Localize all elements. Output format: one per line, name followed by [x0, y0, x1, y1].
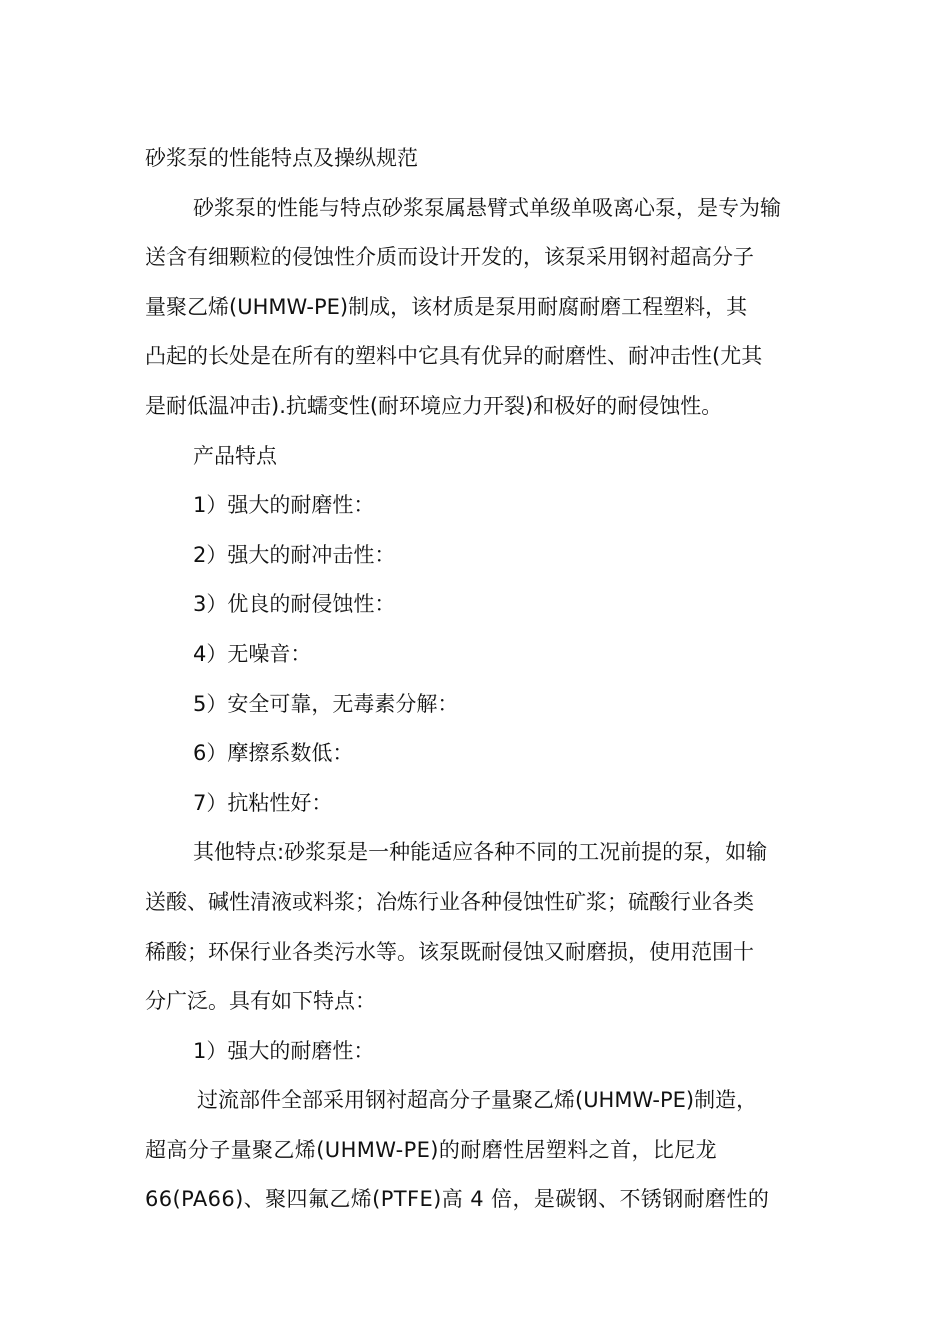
paragraph-line: 是耐低温冲击).抗蠕变性(耐环境应力开裂)和极好的耐侵蚀性。 — [145, 393, 723, 418]
paragraph-line: 送含有细颗粒的侵蚀性介质而设计开发的，该泵采用钢衬超高分子 — [145, 245, 754, 270]
document-body — [145, 134, 807, 1225]
paragraph-line: 过流部件全部采用钢衬超高分子量聚乙烯(UHMW-PE)制造， — [197, 1088, 758, 1113]
document-title: 砂浆泵的性能特点及操纵规范 — [145, 146, 418, 170]
list-item: 3）优良的耐侵蚀性： — [193, 592, 396, 617]
list-item: 1）强大的耐磨性： — [193, 1038, 375, 1063]
list-item: 2）强大的耐冲击性： — [193, 542, 396, 567]
section-heading: 产品特点 — [193, 443, 277, 468]
paragraph-line: 分广泛。具有如下特点： — [145, 989, 376, 1014]
list-item: 7）抗粘性好： — [193, 790, 333, 815]
paragraph-line: 送酸、碱性清液或料浆；冶炼行业各种侵蚀性矿浆；硫酸行业各类 — [145, 889, 754, 914]
list-item: 1）强大的耐磨性： — [193, 493, 375, 518]
paragraph-line: 稀酸；环保行业各类污水等。该泵既耐侵蚀又耐磨损，使用范围十 — [145, 939, 754, 964]
paragraph-line: 砂浆泵的性能与特点砂浆泵属悬臂式单级单吸离心泵，是专为输 — [193, 195, 781, 220]
list-item: 5）安全可靠，无毒素分解： — [193, 691, 459, 716]
paragraph-line: 凸起的长处是在所有的塑料中它具有优异的耐磨性、耐冲击性(尤其 — [145, 344, 763, 369]
paragraph-line: 66(PA66)、聚四氟乙烯(PTFE)高 4 倍，是碳钢、不锈钢耐磨性的 — [145, 1187, 770, 1212]
paragraph-line: 其他特点:砂浆泵是一种能适应各种不同的工况前提的泵，如输 — [193, 840, 768, 865]
list-item: 6）摩擦系数低： — [193, 741, 354, 766]
list-item: 4）无噪音： — [193, 641, 312, 666]
paragraph-line: 量聚乙烯(UHMW-PE)制成，该材质是泵用耐腐耐磨工程塑料，其 — [145, 294, 748, 319]
paragraph-line: 超高分子量聚乙烯(UHMW-PE)的耐磨性居塑料之首，比尼龙 — [145, 1137, 718, 1162]
